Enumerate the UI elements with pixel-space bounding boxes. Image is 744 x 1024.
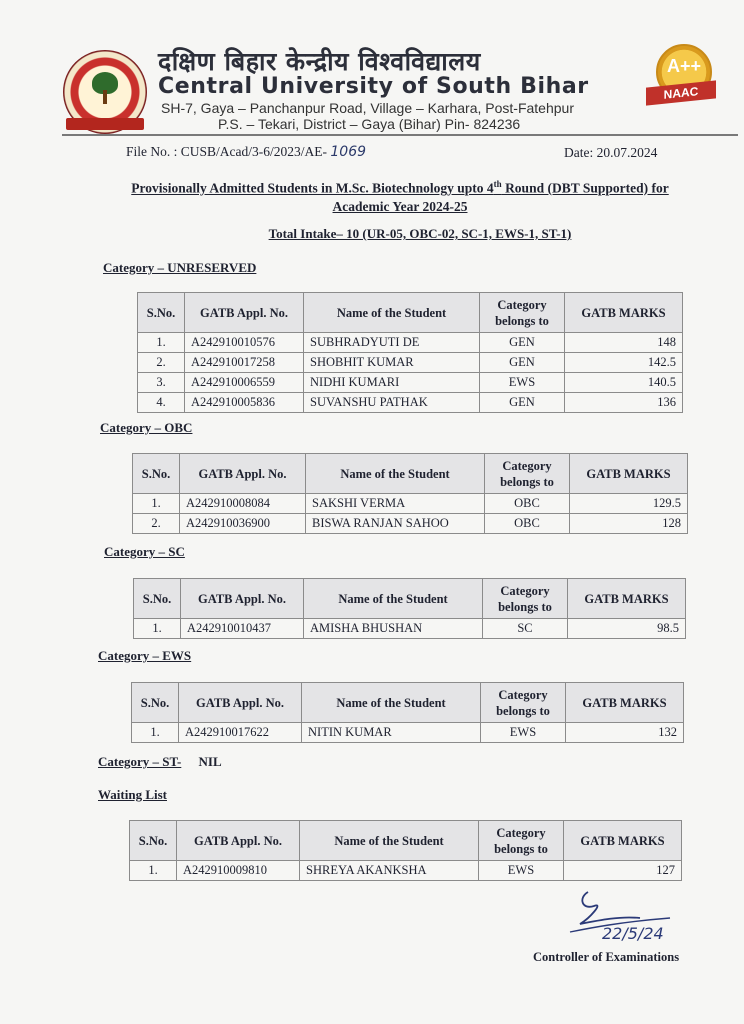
address-line-2: P.S. – Tekari, District – Gaya (Bihar) Pin- 824236	[218, 116, 521, 132]
cell-category: OBC	[485, 514, 570, 534]
cell-student-name: NITIN KUMAR	[302, 723, 481, 743]
cell-marks: 132	[566, 723, 684, 743]
cell-appl-no: A242910006559	[185, 373, 304, 393]
table-row	[138, 393, 683, 413]
cell-appl-no: A242910010576	[185, 333, 304, 353]
cell-marks: 142.5	[565, 353, 683, 373]
cell-student-name: SUVANSHU PATHAK	[304, 393, 480, 413]
cell-appl-no: A242910010437	[181, 619, 304, 639]
cell-category: GEN	[480, 393, 565, 413]
table-header-row	[132, 683, 684, 723]
header-marks: GATB MARKS	[564, 821, 682, 861]
cell-category: SC	[483, 619, 568, 639]
header-sno: S.No.	[134, 579, 181, 619]
header-sno: S.No.	[132, 683, 179, 723]
cell-appl-no: A242910036900	[180, 514, 306, 534]
header-appl-no: GATB Appl. No.	[180, 454, 306, 494]
table-row	[134, 619, 686, 639]
header-category: Category belongs to	[480, 293, 565, 333]
table-header-row	[130, 821, 682, 861]
table-ews	[131, 682, 684, 743]
total-intake: Total Intake– 10 (UR-05, OBC-02, SC-1, EWS-1, ST-1)	[268, 226, 572, 241]
category-title-st: Category – ST-	[98, 754, 182, 769]
table-row	[138, 353, 683, 373]
file-number-label: File No. : CUSB/Acad/3-6/2023/AE-	[126, 144, 327, 159]
cell-student-name: NIDHI KUMARI	[304, 373, 480, 393]
table-row	[138, 373, 683, 393]
header-appl-no: GATB Appl. No.	[185, 293, 304, 333]
header-divider	[62, 134, 738, 136]
header-student-name: Name of the Student	[300, 821, 479, 861]
address-line-1: SH-7, Gaya – Panchanpur Road, Village – Karhara, Post-Fatehpur	[161, 100, 574, 116]
table-row	[130, 861, 682, 881]
cell-appl-no: A242910005836	[185, 393, 304, 413]
header-student-name: Name of the Student	[304, 579, 483, 619]
table-row	[132, 723, 684, 743]
notice-heading	[110, 175, 690, 216]
header-student-name: Name of the Student	[302, 683, 481, 723]
header-marks: GATB MARKS	[570, 454, 688, 494]
cell-sno: 2.	[138, 353, 185, 373]
category-title-unreserved: Category – UNRESERVED	[103, 260, 257, 275]
table-waiting-list	[129, 820, 682, 881]
cell-student-name: SAKSHI VERMA	[306, 494, 485, 514]
cell-marks: 136	[565, 393, 683, 413]
document-date: Date: 20.07.2024	[564, 145, 658, 160]
header-appl-no: GATB Appl. No.	[179, 683, 302, 723]
cell-marks: 128	[570, 514, 688, 534]
table-header-row	[138, 293, 683, 333]
cell-sno: 4.	[138, 393, 185, 413]
header-marks: GATB MARKS	[568, 579, 686, 619]
cell-sno: 3.	[138, 373, 185, 393]
table-header-row	[133, 454, 688, 494]
cell-sno: 1.	[134, 619, 181, 639]
cell-sno: 2.	[133, 514, 180, 534]
logo-ribbon	[66, 118, 144, 130]
cell-appl-no: A242910008084	[180, 494, 306, 514]
cell-category: EWS	[480, 373, 565, 393]
cell-appl-no: A242910009810	[177, 861, 300, 881]
header-sno: S.No.	[130, 821, 177, 861]
heading-line-2: Academic Year 2024-25	[332, 198, 468, 214]
naac-label: NAAC	[646, 80, 716, 105]
cell-student-name: BISWA RANJAN SAHOO	[306, 514, 485, 534]
naac-badge	[646, 44, 716, 106]
cell-appl-no: A242910017622	[179, 723, 302, 743]
cell-marks: 129.5	[570, 494, 688, 514]
category-title-obc: Category – OBC	[100, 420, 193, 435]
cell-marks: 127	[564, 861, 682, 881]
table-sc	[133, 578, 686, 639]
heading-part-2: Round (DBT Supported) for	[501, 180, 669, 196]
cell-sno: 1.	[138, 333, 185, 353]
header-marks: GATB MARKS	[565, 293, 683, 333]
table-unreserved	[137, 292, 683, 413]
cell-appl-no: A242910017258	[185, 353, 304, 373]
header-category: Category belongs to	[485, 454, 570, 494]
file-number	[126, 144, 366, 160]
category-st	[98, 754, 222, 770]
header-student-name: Name of the Student	[304, 293, 480, 333]
header-sno: S.No.	[133, 454, 180, 494]
university-name-english: Central University of South Bihar	[158, 74, 589, 99]
cell-category: GEN	[480, 333, 565, 353]
waiting-list-title: Waiting List	[98, 787, 167, 802]
university-name-hindi: दक्षिण बिहार केन्द्रीय विश्वविद्यालय	[158, 47, 481, 76]
header-category: Category belongs to	[481, 683, 566, 723]
table-row	[133, 514, 688, 534]
signatory-title: Controller of Examinations	[533, 950, 680, 964]
cell-category: EWS	[481, 723, 566, 743]
category-title-ews: Category – EWS	[98, 648, 192, 663]
category-st-value: NIL	[198, 754, 222, 769]
cell-marks: 98.5	[568, 619, 686, 639]
cell-category: EWS	[479, 861, 564, 881]
cell-category: OBC	[485, 494, 570, 514]
heading-superscript: th	[493, 179, 502, 189]
table-row	[138, 333, 683, 353]
cell-marks: 140.5	[565, 373, 683, 393]
header-appl-no: GATB Appl. No.	[177, 821, 300, 861]
naac-grade: A++	[666, 56, 702, 76]
cell-sno: 1.	[130, 861, 177, 881]
table-header-row	[134, 579, 686, 619]
category-title-sc: Category – SC	[104, 544, 185, 559]
file-number-handwritten: 1069	[330, 144, 367, 160]
table-obc	[132, 453, 688, 534]
cell-student-name: SHREYA AKANKSHA	[300, 861, 479, 881]
header-student-name: Name of the Student	[306, 454, 485, 494]
header-category: Category belongs to	[483, 579, 568, 619]
cell-student-name: AMISHA BHUSHAN	[304, 619, 483, 639]
cell-student-name: SUBHRADYUTI DE	[304, 333, 480, 353]
table-row	[133, 494, 688, 514]
header-category: Category belongs to	[479, 821, 564, 861]
cell-marks: 148	[565, 333, 683, 353]
header-appl-no: GATB Appl. No.	[181, 579, 304, 619]
cell-student-name: SHOBHIT KUMAR	[304, 353, 480, 373]
heading-part-1: Provisionally Admitted Students in M.Sc. Biotechnology upto 4	[131, 180, 494, 196]
cell-sno: 1.	[133, 494, 180, 514]
header-sno: S.No.	[138, 293, 185, 333]
header-marks: GATB MARKS	[566, 683, 684, 723]
cell-sno: 1.	[132, 723, 179, 743]
cell-category: GEN	[480, 353, 565, 373]
tree-trunk	[103, 90, 107, 104]
signature-date: 22/5/24	[602, 924, 664, 943]
